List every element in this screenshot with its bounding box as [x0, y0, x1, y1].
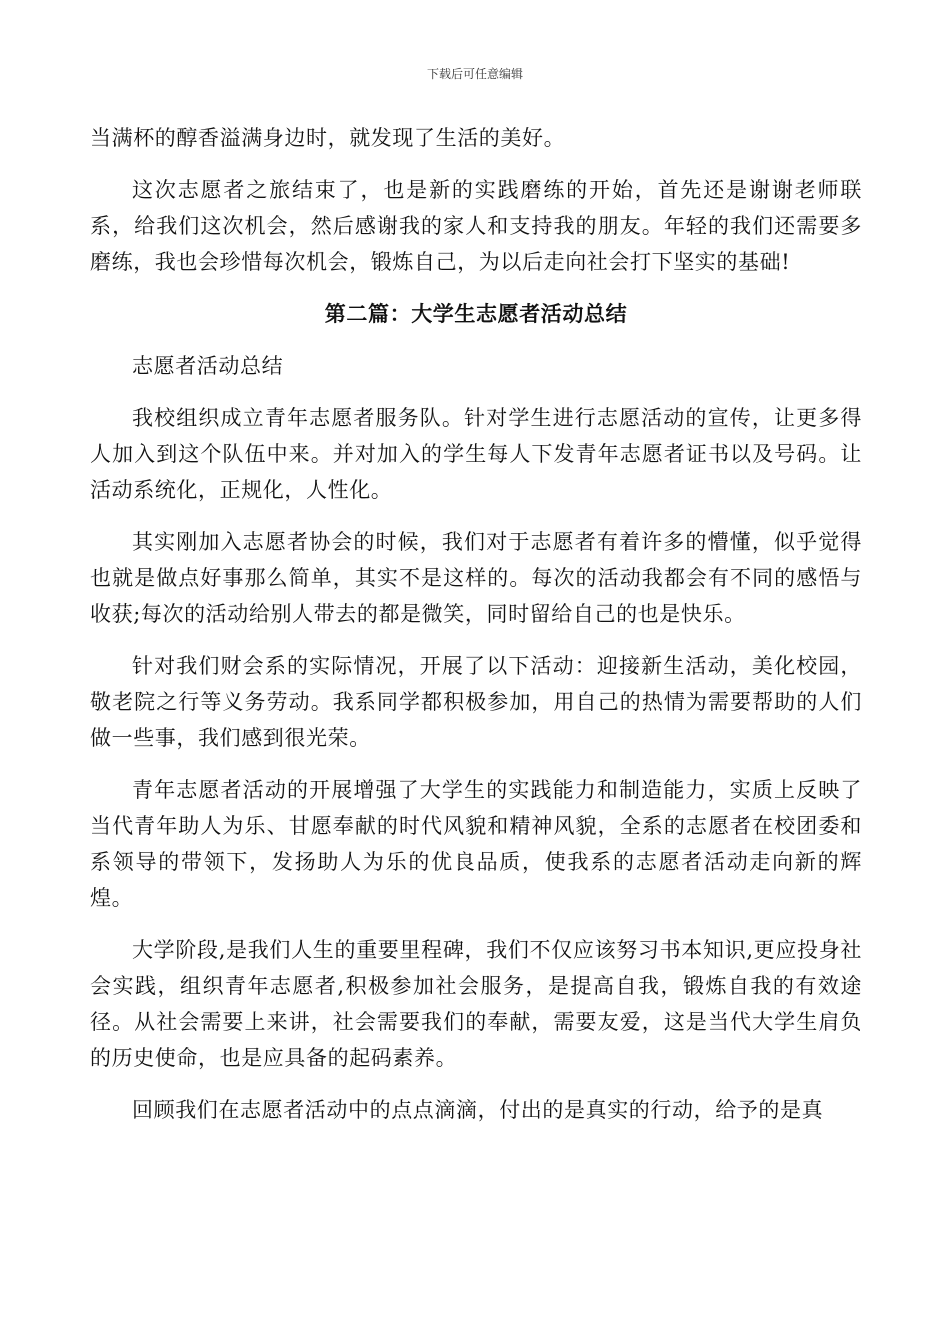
- body-paragraph: 针对我们财会系的实际情况，开展了以下活动：迎接新生活动，美化校园，敬老院之行等义务劳动。我系同学都积极参加，用自己的热情为需要帮助的人们做一些事，我们感到很光荣。: [90, 654, 862, 750]
- closing-paragraph: 这次志愿者之旅结束了，也是新的实践磨练的开始，首先还是谢谢老师联系，给我们这次机会，然后感谢我的家人和支持我的朋友。年轻的我们还需要多磨练，我也会珍惜每次机会，锻炼自己，为以后走向社会打下坚实的基础!: [90, 178, 862, 274]
- document-body: [90, 120, 862, 1144]
- continued-paragraph: 当满杯的醇香溢满身边时，就发现了生活的美好。: [90, 126, 566, 150]
- page-header-note: 下载后可任意编辑: [426, 67, 523, 81]
- body-paragraph: 其实刚加入志愿者协会的时候，我们对于志愿者有着许多的懵懂，似乎觉得也就是做点好事那么简单，其实不是这样的。每次的活动我都会有不同的感悟与收获;每次的活动给别人带去的都是微笑，同时留给自己的也是快乐。: [90, 530, 862, 626]
- summary-subtitle: 志愿者活动总结: [132, 354, 284, 378]
- body-paragraph: 我校组织成立青年志愿者服务队。针对学生进行志愿活动的宣传，让更多得人加入到这个队伍中来。并对加入的学生每人下发青年志愿者证书以及号码。让活动系统化，正规化，人性化。: [90, 406, 862, 502]
- section-heading: 第二篇：大学生志愿者活动总结: [324, 301, 628, 326]
- body-paragraph: 回顾我们在志愿者活动中的点点滴滴，付出的是真实的行动，给予的是真: [132, 1098, 824, 1122]
- body-paragraph: 青年志愿者活动的开展增强了大学生的实践能力和制造能力，实质上反映了当代青年助人为乐、甘愿奉献的时代风貌和精神风貌，全系的志愿者在校团委和系领导的带领下，发扬助人为乐的优良品质，使我系的志愿者活动走向新的辉煌。: [90, 778, 862, 910]
- body-paragraph: 大学阶段,是我们人生的重要里程碑，我们不仅应该努习书本知识,更应投身社会实践，组织青年志愿者,积极参加社会服务，是提高自我，锻炼自我的有效途径。从社会需要上来讲，社会需要我们的奉献，需要友爱，这是当代大学生肩负的历史使命，也是应具备的起码素养。: [90, 938, 862, 1070]
